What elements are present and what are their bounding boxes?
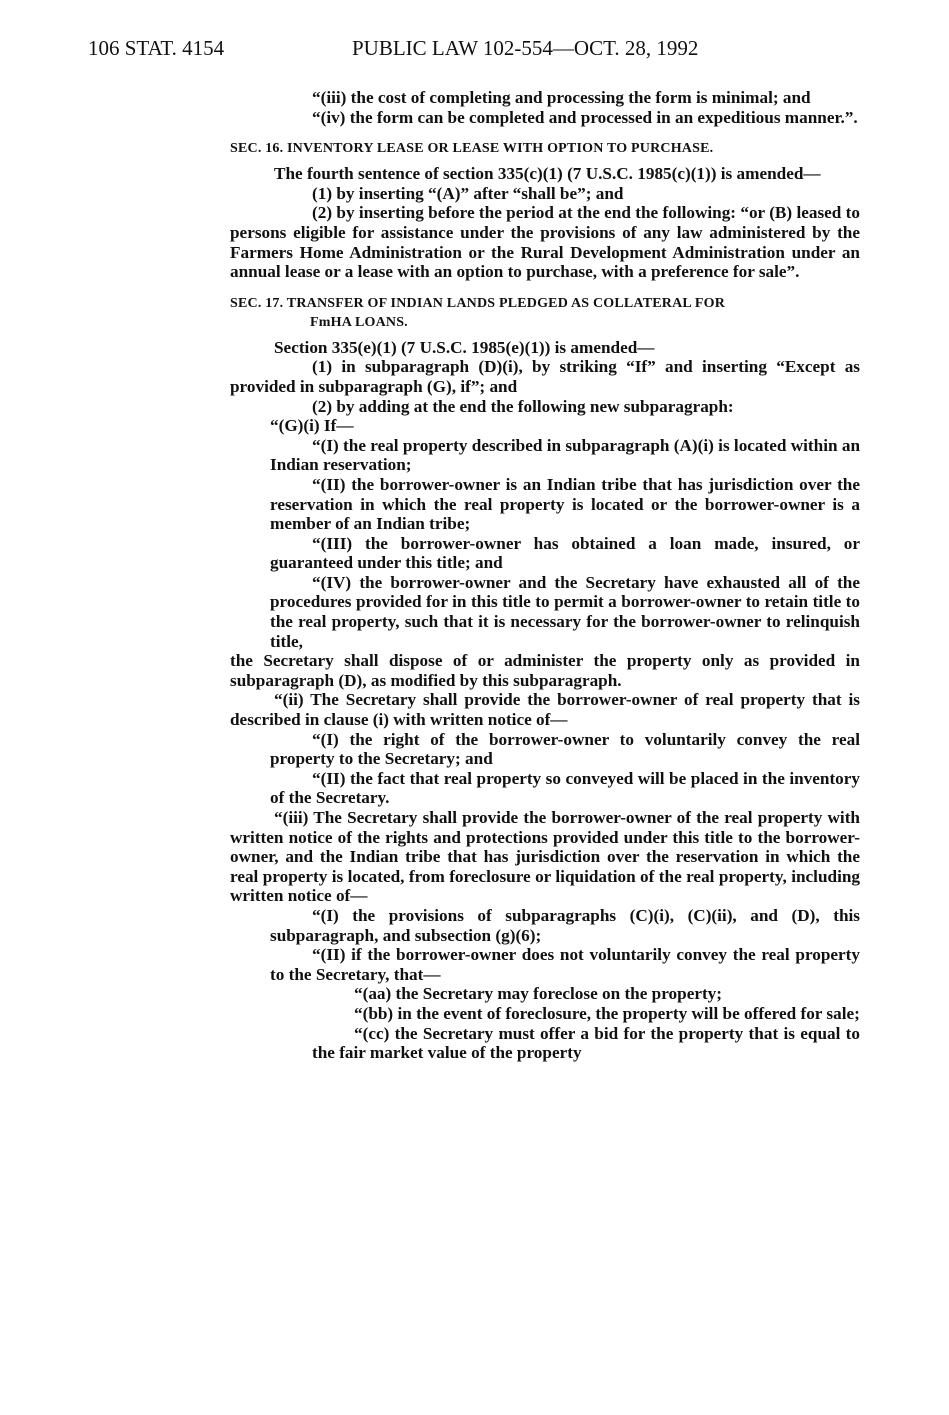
paragraph: (1) by inserting “(A)” after “shall be”; and bbox=[312, 183, 624, 203]
statute-page-number: 106 STAT. 4154 bbox=[88, 36, 225, 60]
paragraph: the Secretary shall dispose of or administer the property only as provided in subparagraph (D), as modified by this subparagraph. bbox=[230, 651, 860, 690]
paragraph: “(I) the provisions of subparagraphs (C)(i), (C)(ii), and (D), this subparagraph, and subsection (g)(6); bbox=[270, 905, 860, 945]
paragraph: Section 335(e)(1) (7 U.S.C. 1985(e)(1)) is amended— bbox=[274, 337, 655, 357]
paragraph: The fourth sentence of section 335(c)(1) (7 U.S.C. 1985(c)(1)) is amended— bbox=[274, 164, 821, 184]
paragraph: “(II) if the borrower-owner does not voluntarily convey the real property to the Secretary, that— bbox=[270, 945, 860, 984]
paragraph: “(aa) the Secretary may foreclose on the property; bbox=[354, 984, 722, 1004]
paragraph: “(IV) the borrower-owner and the Secretary have exhausted all of the procedures provided for in this title to permit a borrower-owner to retain title to the real property, such that it is necessary for the borrower-owner to relinquish title, bbox=[270, 572, 860, 651]
paragraph: “(III) the borrower-owner has obtained a loan made, insured, or guaranteed under this title; and bbox=[270, 533, 860, 573]
paragraph: “(II) the fact that real property so conveyed will be placed in the inventory of the Secretary. bbox=[270, 768, 860, 808]
paragraph: “(iii) The Secretary shall provide the borrower-owner of the real property with written notice of the rights and protections provided under this title to the borrower-owner, and the Indian tribe that has jurisdiction over the reservation in which the real property is located, from foreclosure or liquidation of the real property, including written notice of— bbox=[230, 808, 860, 906]
running-head-title: PUBLIC LAW 102-554—OCT. 28, 1992 bbox=[352, 36, 699, 60]
paragraph: “(I) the right of the borrower-owner to voluntarily convey the real property to the Secretary; and bbox=[270, 729, 860, 769]
paragraph: “(ii) The Secretary shall provide the borrower-owner of real property that is described in clause (i) with written notice of— bbox=[230, 690, 860, 730]
section-heading: SEC. 16. INVENTORY LEASE OR LEASE WITH OPTION TO PURCHASE. bbox=[230, 141, 714, 157]
document-body bbox=[230, 88, 860, 1063]
paragraph: “(G)(i) If— bbox=[270, 416, 354, 436]
paragraph: (2) by adding at the end the following new subparagraph: bbox=[312, 396, 734, 416]
paragraph: “(bb) in the event of foreclosure, the property will be offered for sale; bbox=[354, 1003, 860, 1023]
paragraph: (2) by inserting before the period at the end the following: “or (B) leased to persons eligible for assistance under the provisions of any law administered by the Farmers Home Administration or the Rural Development Administration under an annual lease or a lease with an option to purchase, with a preference for sale”. bbox=[230, 203, 860, 282]
section-heading bbox=[230, 294, 860, 332]
paragraph: “(cc) the Secretary must offer a bid for the property that is equal to the fair market value of the property bbox=[312, 1023, 860, 1063]
page-header bbox=[0, 36, 949, 70]
section-heading-line2: FmHA LOANS. bbox=[310, 314, 408, 330]
paragraph: “(iv) the form can be completed and processed in an expeditious manner.”. bbox=[312, 107, 858, 127]
paragraph: “(iii) the cost of completing and processing the form is minimal; and bbox=[312, 88, 811, 107]
paragraph: (1) in subparagraph (D)(i), by striking “If” and inserting “Except as provided in subparagraph (G), if”; and bbox=[230, 357, 860, 396]
section-heading-line1: SEC. 17. TRANSFER OF INDIAN LANDS PLEDGED AS COLLATERAL FOR bbox=[230, 295, 726, 311]
paragraph: “(II) the borrower-owner is an Indian tribe that has jurisdiction over the reservation in which the real property is located or the borrower-owner is a member of an Indian tribe; bbox=[270, 474, 860, 534]
paragraph: “(I) the real property described in subparagraph (A)(i) is located within an Indian reservation; bbox=[270, 435, 860, 475]
